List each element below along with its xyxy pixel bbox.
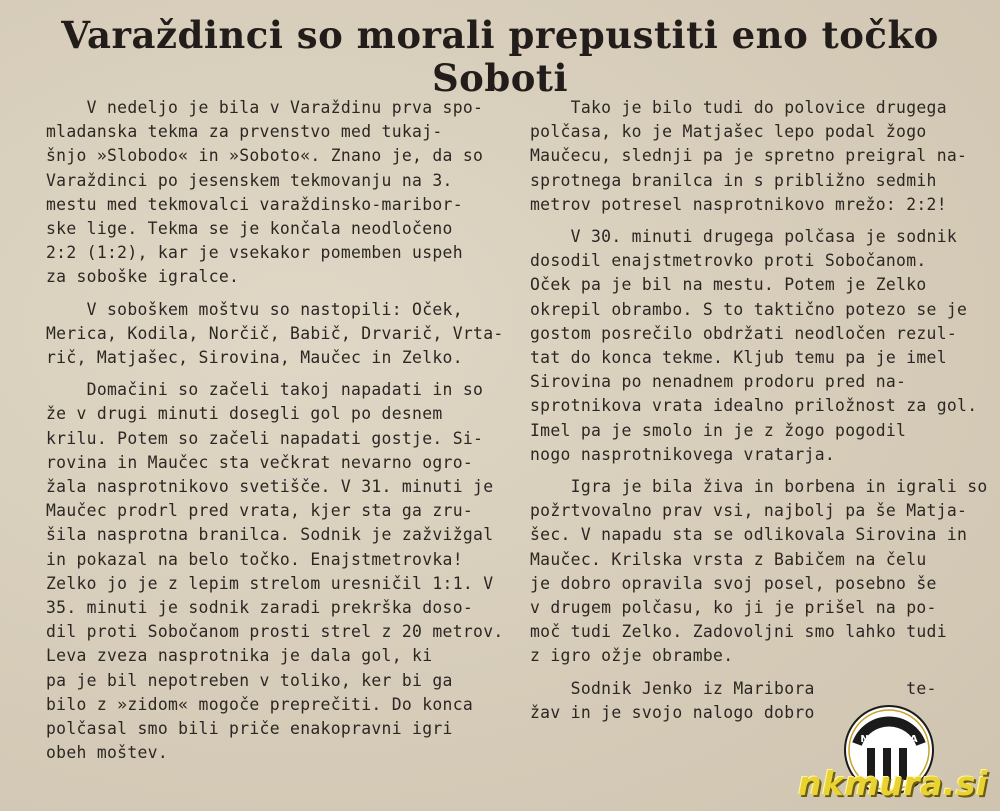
text-line: rič, Matjašec, Sirovina, Maučec in Zelko. xyxy=(46,348,463,368)
text-line: tat do konca tekme. Kljub temu pa je imel xyxy=(530,348,947,368)
text-line: metrov potresel nasprotnikovo mrežo: 2:2! xyxy=(530,194,947,214)
text-line: Imel pa je smolo in je z žogo pogodil xyxy=(530,420,907,440)
text-line: gostom posrečilo obdržati neodločen rezul- xyxy=(530,323,958,343)
text-line: je dobro opravila svoj posel, posebno še xyxy=(530,573,937,593)
paragraph xyxy=(46,96,496,290)
site-watermark: nkmura.si xyxy=(798,764,988,803)
text-line: pa je bil nepotreben v toliko, ker bi ga xyxy=(46,670,453,690)
text-line: sprotnikova vrata idealno priložnost za gol. xyxy=(530,396,978,416)
text-line: polčasa, ko je Matjašec lepo podal žogo xyxy=(530,122,927,142)
text-line: Zelko jo je z lepim strelom uresničil 1:1. V xyxy=(46,573,494,593)
paragraph xyxy=(530,96,975,217)
text-line: V nedeljo je bila v Varaždinu prva spo- xyxy=(46,98,484,117)
text-line: V soboškem moštvu so nastopili: Oček, xyxy=(46,299,463,319)
text-line: obeh moštev. xyxy=(46,743,169,763)
text-line: z igro ožje obrambe. xyxy=(530,646,734,666)
paragraph-gap xyxy=(530,467,975,475)
text-line: in pokazal na belo točko. Enajstmetrovka! xyxy=(46,549,463,569)
text-line: v drugem polčasu, ko ji je prišel na po- xyxy=(530,598,937,618)
text-line: bilo z »zidom« mogoče preprečiti. Do konca xyxy=(46,694,474,714)
logo-name: N.K.MURA xyxy=(860,734,918,745)
text-line: okrepil obrambo. S to taktično potezo se je xyxy=(530,299,968,319)
headline-line-2: Soboti xyxy=(431,56,569,100)
text-line: dosodil enajstmetrovko proti Sobočanom. xyxy=(530,251,927,271)
text-line: krilu. Potem so začeli napadati gostje. Si- xyxy=(46,428,484,448)
paragraph-gap xyxy=(530,217,975,225)
text-line: nogo nasprotnikovega vratarja. xyxy=(530,444,836,464)
text-line: žala nasprotnikovo svetišče. V 31. minuti je xyxy=(46,477,494,497)
paragraph-gap xyxy=(46,290,496,298)
article-headline xyxy=(20,14,980,100)
paragraph-gap xyxy=(46,370,496,378)
text-line: 2:2 (1:2), kar je vsekakor pomemben uspeh xyxy=(46,243,463,263)
paragraph xyxy=(46,378,504,765)
text-line: mladanska tekma za prvenstvo med tukaj- xyxy=(46,122,443,142)
text-line: Sodnik Jenko iz Maribora te- xyxy=(530,678,937,698)
paragraph xyxy=(46,298,504,371)
logo-year: 1924 xyxy=(876,718,902,728)
text-line: požrtvovalno prav vsi, najbolj pa še Matja- xyxy=(530,501,968,521)
text-line: Maučec prodrl pred vrata, kjer sta ga zru- xyxy=(46,501,474,521)
text-line: Leva zveza nasprotnika je dala gol, ki xyxy=(46,646,433,666)
text-line: ske lige. Tekma se je končala neodločeno xyxy=(46,219,453,239)
text-line: rovina in Maučec sta večkrat nevarno ogro- xyxy=(46,452,474,472)
text-line: šnjo »Slobodo« in »Soboto«. Znano je, da so xyxy=(46,146,484,166)
text-line: Oček pa je bil na mestu. Potem je Zelko xyxy=(530,275,927,295)
paragraph xyxy=(530,225,978,467)
text-line: Varaždinci po jesenskem tekmovanju na 3. xyxy=(46,170,453,190)
text-line: 35. minuti je sodnik zaradi prekrška doso- xyxy=(46,598,474,618)
text-line: V 30. minuti drugega polčasa je sodnik xyxy=(530,227,958,247)
text-line: moč tudi Zelko. Zadovoljni smo lahko tudi xyxy=(530,622,947,642)
text-line: šila nasprotna branilca. Sodnik je zažvižgal xyxy=(46,525,494,545)
article-column-right xyxy=(530,96,988,725)
text-line: mestu med tekmovalci varaždinsko-maribor- xyxy=(46,194,463,214)
text-line: dil proti Sobočanom prosti strel z 20 metrov. xyxy=(46,622,504,642)
text-line: šec. V napadu sta se odlikovala Sirovina in xyxy=(530,525,968,545)
text-line: sprotnega branilca in s približno sedmih xyxy=(530,170,937,190)
article-column-left xyxy=(46,96,504,765)
text-line: že v drugi minuti dosegli gol po desnem xyxy=(46,404,443,424)
text-line: Sirovina po nenadnem prodoru pred na- xyxy=(530,372,907,392)
text-line: Maučec. Krilska vrsta z Babičem na čelu xyxy=(530,549,927,569)
text-line: Tako je bilo tudi do polovice drugega xyxy=(530,98,947,117)
text-line: žav in je svojo nalogo dobro xyxy=(530,702,815,722)
text-line: za soboške igralce. xyxy=(46,267,240,287)
text-line: Igra je bila živa in borbena in igrali so xyxy=(530,477,988,497)
paragraph xyxy=(530,475,988,669)
headline-line-1: Varaždinci so morali prepustiti eno točko xyxy=(61,13,939,57)
text-line: Merica, Kodila, Norčič, Babič, Drvarič, Vrta- xyxy=(46,323,504,343)
paragraph-gap xyxy=(530,669,975,677)
text-line: Domačini so začeli takoj napadati in so xyxy=(46,380,484,400)
text-line: Maučecu, slednji pa je spretno preigral na- xyxy=(530,146,968,166)
text-line: polčasal smo bili priče enakopravni igri xyxy=(46,719,453,739)
